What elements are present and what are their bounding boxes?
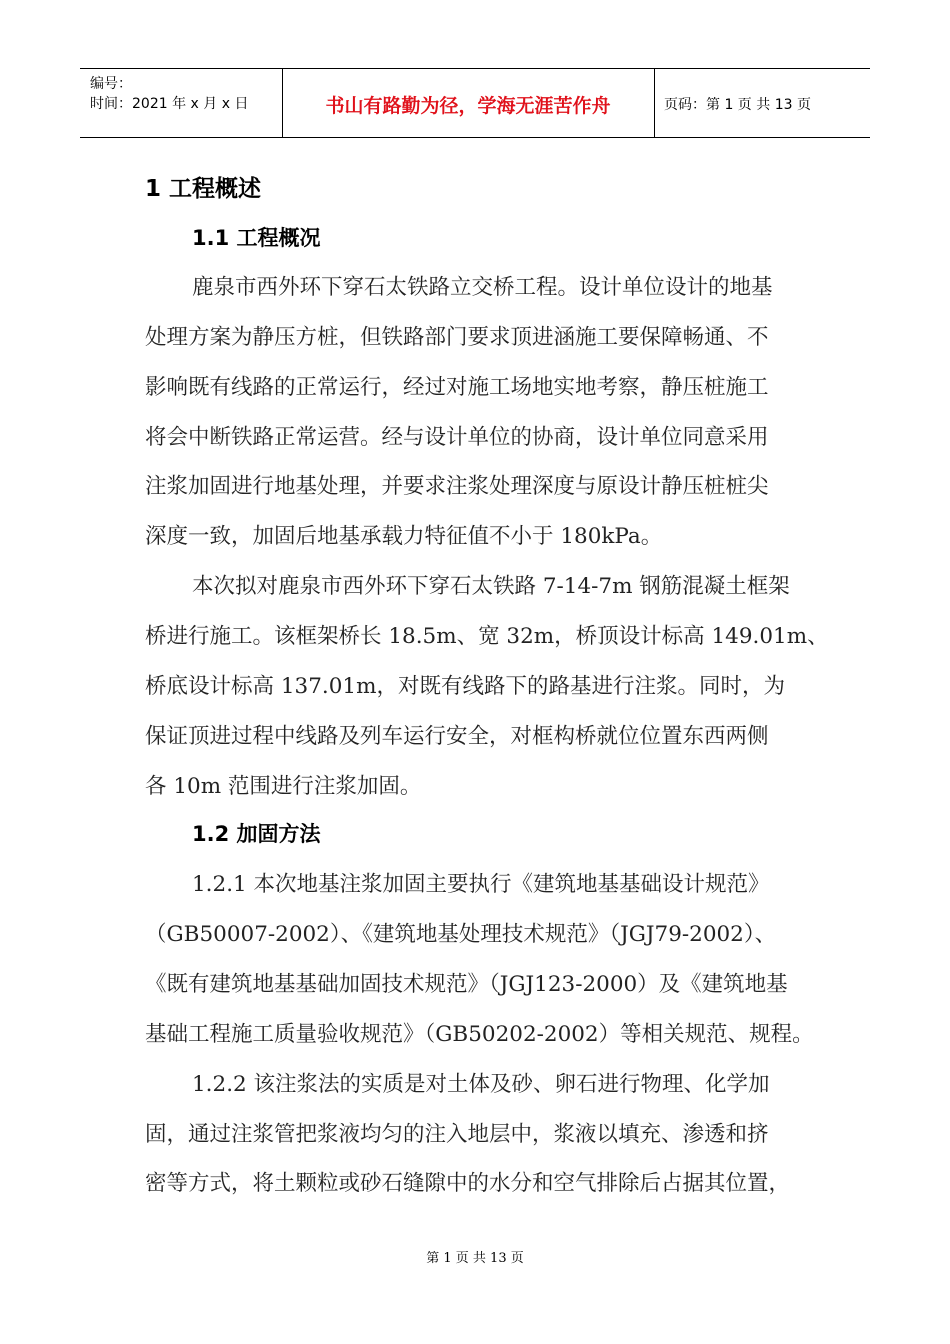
section-heading-1: 1 工程概述 [145, 176, 262, 202]
page-header [80, 68, 870, 138]
paragraph-line: 保证顶进过程中线路及列车运行安全，对框构桥就位位置东西两侧 [145, 724, 769, 749]
header-page-cell [654, 69, 870, 137]
paragraph-line: 1.2.2 该注浆法的实质是对土体及砂、卵石进行物理、化学加 [192, 1072, 770, 1097]
paragraph-line: 基础工程施工质量验收规范》（GB50202-2002）等相关规范、规程。 [145, 1022, 814, 1047]
paragraph-line: 注浆加固进行地基处理，并要求注浆处理深度与原设计静压桩桩尖 [145, 474, 769, 499]
paragraph-line: 本次拟对鹿泉市西外环下穿石太铁路 7-14-7m 钢筋混凝土框架 [192, 574, 790, 599]
paragraph-line: 1.2.1 本次地基注浆加固主要执行《建筑地基基础设计规范》 [192, 872, 770, 897]
header-meta-cell [80, 69, 283, 137]
document-date: 时间：2021 年 x 月 x 日 [90, 96, 249, 112]
section-heading-1-2: 1.2 加固方法 [192, 822, 321, 846]
paragraph-line: 鹿泉市西外环下穿石太铁路立交桥工程。设计单位设计的地基 [192, 275, 773, 300]
paragraph-line: 深度一致，加固后地基承载力特征值不小于 180kPa。 [145, 524, 663, 549]
paragraph-line: 《既有建筑地基基础加固技术规范》（JGJ123-2000）及《建筑地基 [145, 972, 788, 997]
page-footer: 第 1 页 共 13 页 [426, 1251, 524, 1266]
paragraph-line: （GB50007-2002）、《建筑地基处理技术规范》（JGJ79-2002）、 [145, 922, 777, 947]
header-motto: 书山有路勤为径，学海无涯苦作舟 [325, 95, 611, 117]
header-motto-cell [282, 69, 655, 137]
document-number-label: 编号： [90, 76, 132, 92]
section-heading-1-1: 1.1 工程概况 [192, 226, 321, 250]
paragraph-line: 密等方式，将土颗粒或砂石缝隙中的水分和空气排除后占据其位置， [145, 1171, 791, 1196]
paragraph-line: 桥进行施工。该框架桥长 18.5m、宽 32m，桥顶设计标高 149.01m、 [145, 624, 829, 649]
paragraph-line: 影响既有线路的正常运行，经过对施工场地实地考察，静压桩施工 [145, 375, 769, 400]
header-page-info: 页码：第 1 页 共 13 页 [664, 97, 811, 113]
paragraph-line: 处理方案为静压方桩，但铁路部门要求顶进涵施工要保障畅通、不 [145, 325, 769, 350]
paragraph-line: 将会中断铁路正常运营。经与设计单位的协商，设计单位同意采用 [145, 425, 769, 450]
paragraph-line: 固，通过注浆管把浆液均匀的注入地层中，浆液以填充、渗透和挤 [145, 1122, 769, 1147]
paragraph-line: 桥底设计标高 137.01m，对既有线路下的路基进行注浆。同时，为 [145, 674, 785, 699]
paragraph-line: 各 10m 范围进行注浆加固。 [145, 774, 422, 799]
